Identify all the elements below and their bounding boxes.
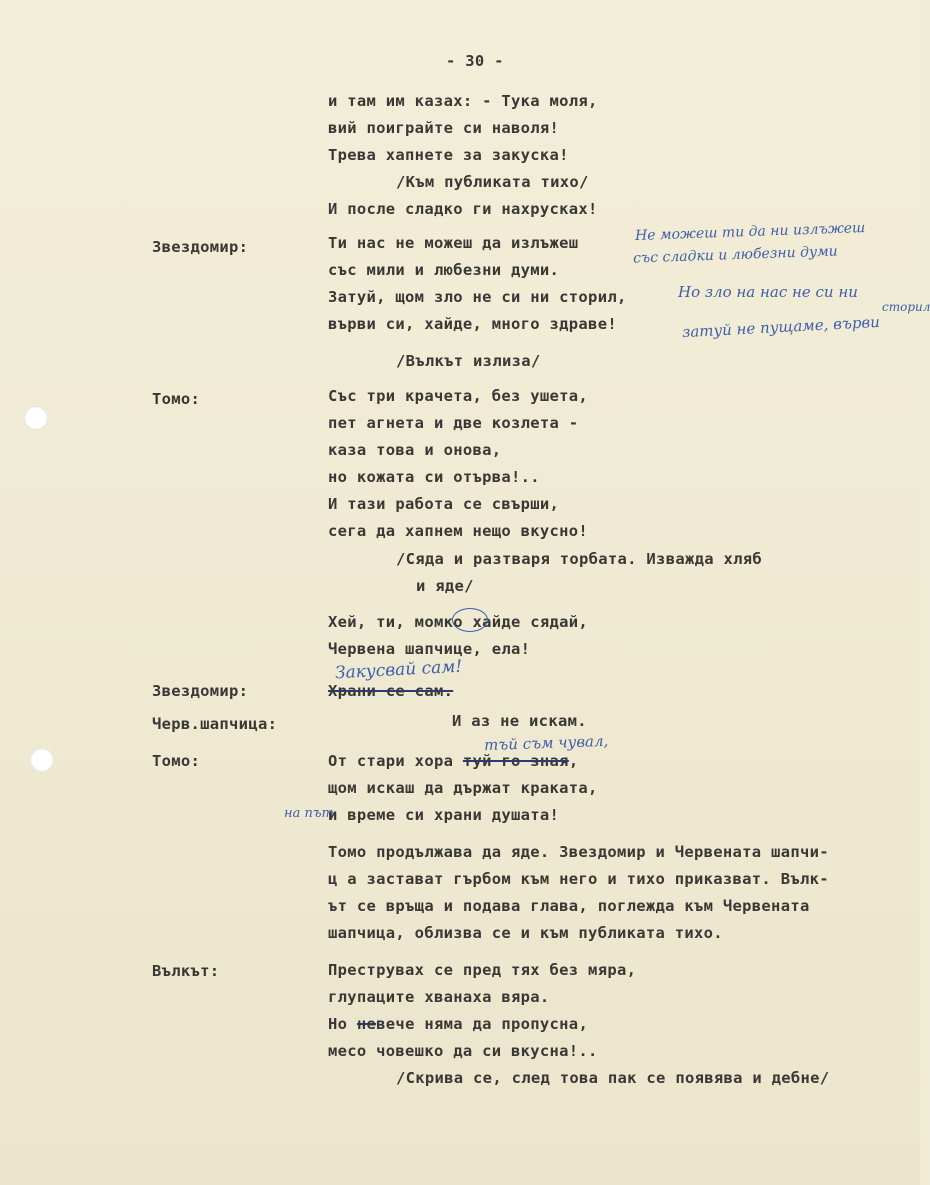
script-line: и време си храни душата! <box>328 806 560 824</box>
script-line: със мили и любезни думи. <box>328 261 560 279</box>
script-line: пет агнета и две козлета - <box>328 414 579 432</box>
script-line: И тази работа се свърши, <box>328 495 560 513</box>
script-line: Трева хапнете за закуска! <box>328 146 569 164</box>
script-line <box>328 752 578 770</box>
script-line: вий поиграйте си наволя! <box>328 119 560 137</box>
speaker-name: Звездомир: <box>152 682 249 700</box>
line-text: вече няма да пропусна, <box>376 1015 589 1033</box>
speaker-name: Черв.шапчица: <box>152 715 278 733</box>
script-line: но кожата си отърва!.. <box>328 468 540 486</box>
script-line: И аз не искам. <box>452 712 587 730</box>
page-number: - 30 - <box>446 52 504 70</box>
speaker-name: Томо: <box>152 752 201 770</box>
stage-paragraph-line: Томо продължава да яде. Звездомир и Червената шапчи- <box>328 843 829 861</box>
speaker-name: Томо: <box>152 390 201 408</box>
handwritten-note: Закусвай сам! <box>334 656 463 684</box>
struck-text: туй го зная <box>462 752 569 770</box>
script-line: сега да хапнем нещо вкусно! <box>328 522 589 540</box>
stage-direction: /Към публиката тихо/ <box>396 173 589 191</box>
script-line <box>328 1015 588 1033</box>
line-text: Но <box>328 1015 357 1033</box>
handwritten-note: Не можеш ти да ни излъжеш <box>634 219 866 245</box>
punch-hole-top <box>24 406 48 430</box>
script-line: месо човешко да си вкусна!.. <box>328 1042 598 1060</box>
handwritten-note: сторил <box>882 300 930 314</box>
stage-paragraph-line: ц а застават гърбом към него и тихо приказват. Вълк- <box>328 870 829 888</box>
stage-direction: /Сяда и разтваря торбата. Изважда хляб <box>396 550 763 568</box>
script-line: глупаците хванаха вяра. <box>328 988 550 1006</box>
stage-direction: и яде/ <box>416 577 474 595</box>
script-line: Червена шапчице, ела! <box>328 640 531 658</box>
line-text: , <box>568 752 579 770</box>
script-line: каза това и онова, <box>328 441 502 459</box>
speaker-name: Вълкът: <box>152 962 220 980</box>
punch-hole-bottom <box>30 748 54 772</box>
stage-paragraph-line: ът се връща и подава глава, поглежда към Червената <box>328 897 810 915</box>
script-line: Преструвах се пред тях без мяра, <box>328 961 637 979</box>
stage-direction: /Скрива се, след това пак се появява и дебне/ <box>396 1069 830 1087</box>
handwritten-note: Но зло на нас не си ни <box>678 283 858 301</box>
handwritten-note: затуй не пущаме, върви <box>681 312 881 342</box>
handwritten-note: със сладки и любезни думи <box>632 243 838 267</box>
struck-text: не <box>356 1015 377 1033</box>
script-line: върви си, хайде, много здраве! <box>328 315 617 333</box>
speaker-name: Звездомир: <box>152 238 249 256</box>
script-line: Ти нас не можеш да излъжеш <box>328 234 579 252</box>
margin-note: на път <box>284 806 334 821</box>
script-line-struck: Храни се сам. <box>328 682 454 700</box>
handwritten-note: тъй съм чувал, <box>483 731 609 755</box>
stage-direction: /Вълкът излиза/ <box>396 352 541 370</box>
script-line: Затуй, щом зло не си ни сторил, <box>328 288 627 306</box>
script-line: и там им казах: - Тука моля, <box>328 92 598 110</box>
script-line: И после сладко ги нахрусках! <box>328 200 598 218</box>
handwritten-circle <box>452 608 488 632</box>
script-line: щом искаш да държат краката, <box>328 779 598 797</box>
script-line: Хей, ти, момко хайде сядай, <box>328 613 589 631</box>
stage-paragraph-line: шапчица, облизва се и към публиката тихо. <box>328 924 723 942</box>
script-line: Със три крачета, без ушета, <box>328 387 589 405</box>
line-text: От стари хора <box>328 752 463 770</box>
